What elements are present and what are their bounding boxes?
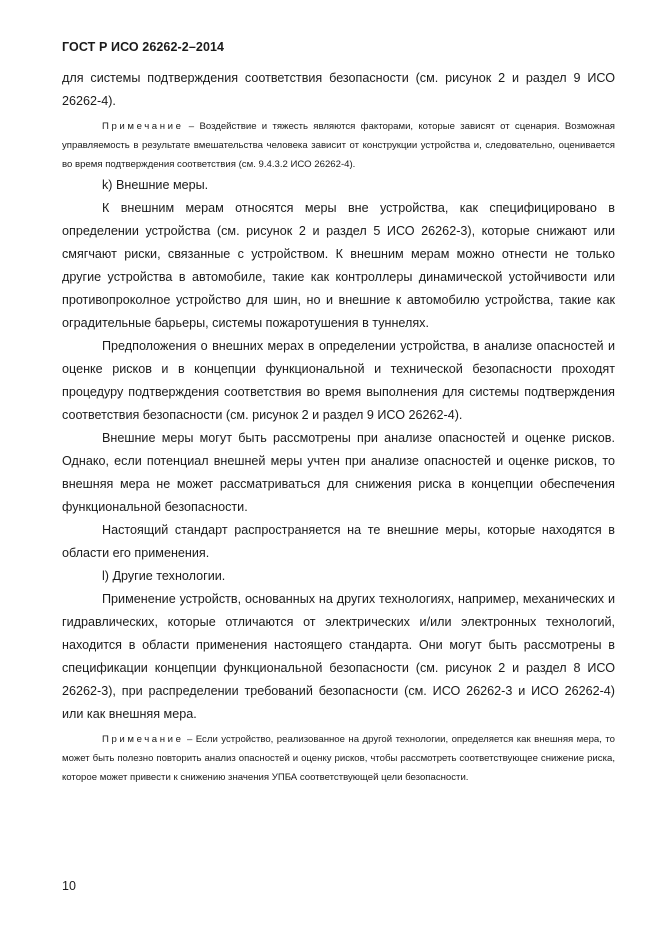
paragraph-assumptions: Предположения о внешних мерах в определении устройства, в анализе опасностей и оценке рисков и в концепции функциональной и технической безопасности проходят процедуру подтверждения соответствия во время выполнения для системы подтверждения соответствия безопасности (см. рисунок 2 и раздел 9 ИСО 26262-4). bbox=[62, 339, 615, 422]
document-body bbox=[62, 67, 615, 787]
paragraph-hazard-analysis: Внешние меры могут быть рассмотрены при анализе опасностей и оценке рисков. Однако, если потенциал внешней меры учтен при анализе опасностей и оценке рисков, то внешняя мера не может рассматриваться для снижения риска в концепции обеспечения функциональной безопасности. bbox=[62, 431, 615, 514]
note-2-label: Примечание bbox=[102, 734, 184, 745]
item-l-heading: l) Другие технологии. bbox=[102, 569, 226, 583]
note-1-dash: – bbox=[183, 121, 200, 132]
paragraph-external-measures: К внешним мерам относятся меры вне устройства, как специфицировано в определении устройства (см. рисунок 2 и раздел 5 ИСО 26262-3), которые снижают или смягчают риски, связанные с устройством. К внешним мерам можно отнести не только другие устройства в автомобиле, такие как контроллеры динамической устойчивости или противопроколное устройство для шин, но и внешние к автомобилю устройства, такие как оградительные барьеры, системы пожаротушения в туннелях. bbox=[62, 201, 615, 330]
note-1 bbox=[62, 117, 615, 174]
paragraph-scope: Настоящий стандарт распространяется на те внешние меры, которые находятся в области его применения. bbox=[62, 523, 615, 560]
note-2-text: Если устройство, реализованное на другой технологии, определяется как внешняя мера, то может быть полезно повторить анализ опасностей и оценку рисков, чтобы рассмотреть соответствующее снижение риска, которое может привести к снижению значения УПБА соответствующей цели безопасности. bbox=[62, 734, 615, 783]
page-number: 10 bbox=[62, 879, 76, 893]
item-k-heading: k) Внешние меры. bbox=[102, 178, 209, 192]
paragraph-continuation: для системы подтверждения соответствия безопасности (см. рисунок 2 и раздел 9 ИСО 26262-4). bbox=[62, 71, 615, 108]
note-2-dash: – bbox=[183, 734, 196, 745]
note-1-text: Воздействие и тяжесть являются факторами, которые зависят от сценария. Возможная управляемость в результате вмешательства человека зависит от конструкции устройства и, следовательно, оценивается во время подтверждения соответствия (см. 9.4.3.2 ИСО 26262-4). bbox=[62, 121, 616, 170]
paragraph-other-technologies: Применение устройств, основанных на других технологиях, например, механических и гидравлических, которые отличаются от электрических и/или электронных технологий, находится в области применения настоящего стандарта. Они могут быть рассмотрены в спецификации концепции функциональной безопасности (см. рисунок 2 и раздел 8 ИСО 26262-3), при распределении требований безопасности (см. ИСО 26262-3 и ИСО 26262-4) или как внешняя мера. bbox=[62, 592, 615, 721]
note-1-label: Примечание bbox=[102, 121, 184, 132]
document-header: ГОСТ Р ИСО 26262-2–2014 bbox=[62, 40, 225, 54]
note-2 bbox=[62, 730, 615, 787]
